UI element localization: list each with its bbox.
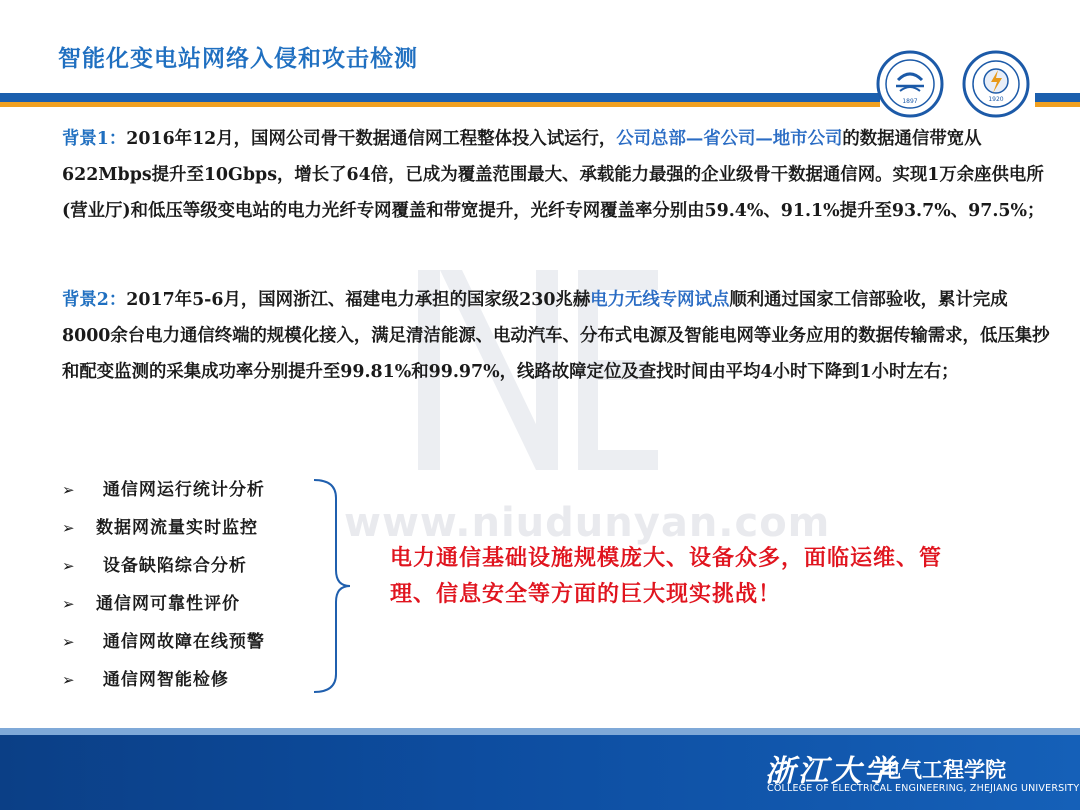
footer-stripe <box>0 728 1080 735</box>
college-electrical-engineering-seal-icon <box>962 50 1030 118</box>
background-2-paragraph <box>62 282 1052 390</box>
list-item <box>62 547 265 585</box>
watermark-url: www.niudunyan.com <box>344 500 831 546</box>
arrow-bullet-icon: ➢ <box>62 671 76 689</box>
background-1-highlight: 公司总部—省公司—地市公司 <box>616 129 843 149</box>
zhejiang-university-seal-icon <box>876 50 944 118</box>
list-item <box>62 585 265 623</box>
background-2-label: 背景2： <box>62 290 127 310</box>
challenge-callout: 电力通信基础设施规模庞大、设备众多，面临运维、管理、信息安全等方面的巨大现实挑战！ <box>390 546 943 607</box>
arrow-bullet-icon: ➢ <box>62 519 76 537</box>
footer-college-english: COLLEGE OF ELECTRICAL ENGINEERING, ZHEJIANG UNIVERSITY <box>767 783 1080 794</box>
arrow-bullet-icon: ➢ <box>62 633 76 651</box>
list-item-label: 通信网运行统计分析 <box>96 480 265 500</box>
arrow-bullet-icon: ➢ <box>62 595 76 613</box>
background-1-paragraph <box>62 121 1052 229</box>
list-item-label: 通信网故障在线预警 <box>96 632 265 652</box>
function-list <box>62 471 265 699</box>
background-2-text-a: 2017年5-6月，国网浙江、福建电力承担的国家级230兆赫 <box>126 290 591 310</box>
background-1-label: 背景1： <box>62 129 127 149</box>
background-1-text-a: 2016年12月，国网公司骨干数据通信网工程整体投入试运行， <box>126 129 617 149</box>
footer-college-name: 电气工程学院 <box>880 758 1006 782</box>
background-1-text-b: 的数据通信带宽从622Mbps提升至10Gbps，增长了64倍，已成为覆盖范围最大、承载能力最强的企业级骨干数据通信网。实现1万余座供电所(营业厅)和低压等级变电站的电力光纤专网覆盖和带宽提升，光纤专网覆盖率分别由59.4%、91.1%提升至93.7%、97.5%； <box>62 129 1045 221</box>
list-item <box>62 509 265 547</box>
arrow-bullet-icon: ➢ <box>62 557 76 575</box>
list-item <box>62 623 265 661</box>
header-band-blue <box>0 93 880 102</box>
right-brace-icon <box>312 478 352 694</box>
footer-university-script: 浙江大学 <box>765 754 897 789</box>
list-item-label: 通信网智能检修 <box>96 670 229 690</box>
list-item-label: 通信网可靠性评价 <box>96 594 240 614</box>
background-2-highlight: 电力无线专网试点 <box>590 290 730 310</box>
list-item-label: 数据网流量实时监控 <box>96 518 258 538</box>
list-item <box>62 471 265 509</box>
list-item <box>62 661 265 699</box>
header-band-orange <box>0 102 880 107</box>
list-item-label: 设备缺陷综合分析 <box>96 556 247 576</box>
svg-text:1920: 1920 <box>988 96 1004 103</box>
arrow-bullet-icon: ➢ <box>62 481 76 499</box>
slide-title: 智能化变电站网络入侵和攻击检测 <box>58 46 418 72</box>
background-2-text-b: 顺利通过国家工信部验收，累计完成8000余台电力通信终端的规模化接入，满足清洁能源、电动汽车、分布式电源及智能电网等业务应用的数据传输需求，低压集抄和配变监测的采集成功率分别提升至99.81%和99.97%，线路故障定位及查找时间由平均4小时下降到1小时左右； <box>62 290 1050 382</box>
header-band-orange-right <box>1035 102 1080 107</box>
header-band-blue-right <box>1035 93 1080 102</box>
svg-text:1897: 1897 <box>902 98 918 105</box>
